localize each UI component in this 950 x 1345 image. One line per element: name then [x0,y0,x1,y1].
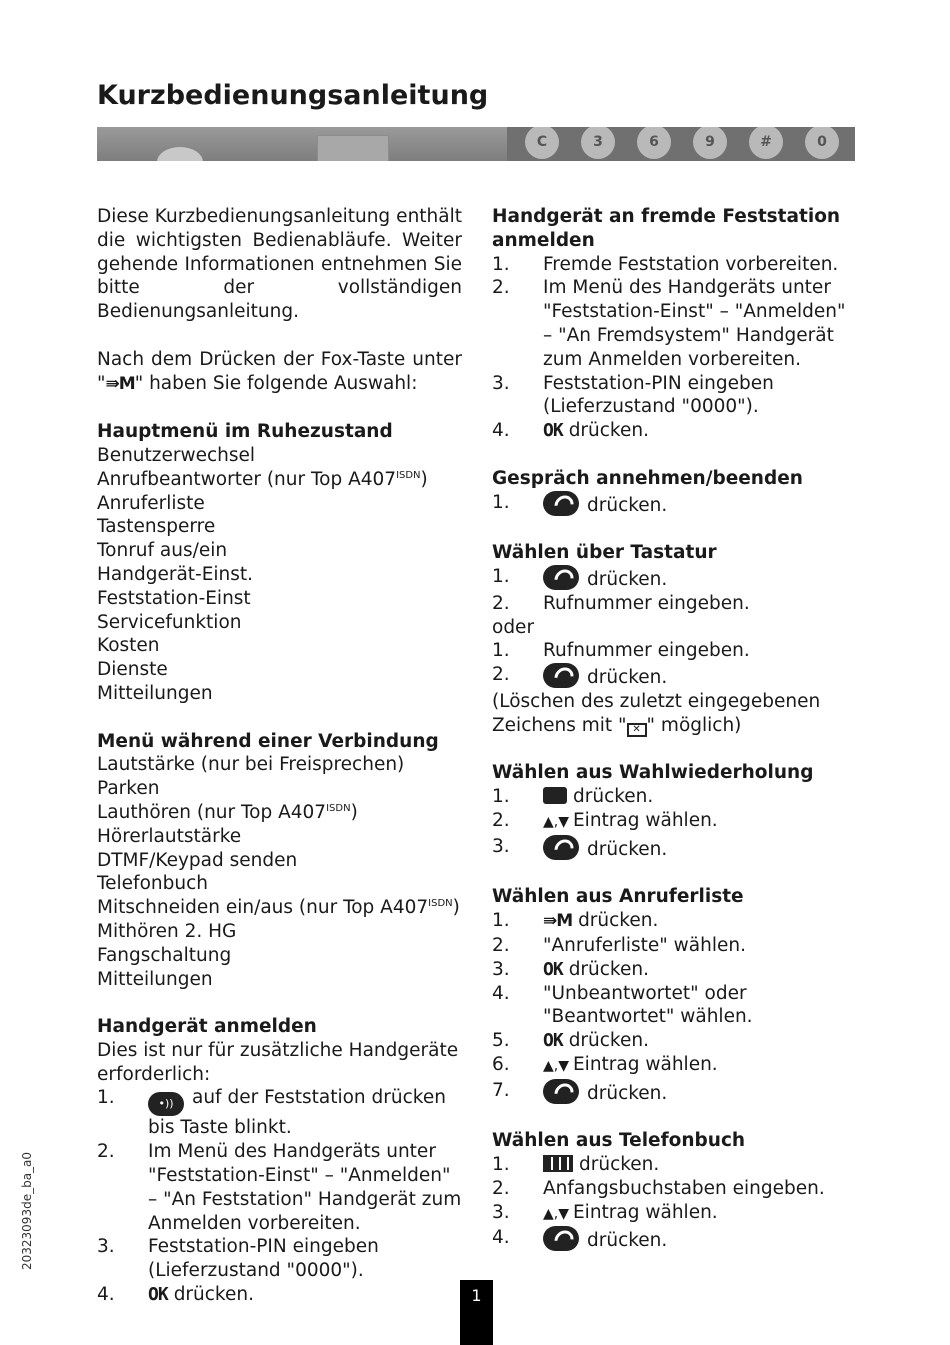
list-item: 2. Rufnummer eingeben. [492,592,750,614]
talk-key-icon [543,1079,579,1104]
list-item: 3. ▲,▼ Eintrag wählen. [492,1201,852,1227]
oder-text: oder [492,616,535,638]
list-item: 4. "Unbeantwortet" oder "Beantwortet" wählen. [492,982,753,1028]
menu-icon: ⇛M [543,911,573,932]
key-0: 0 [805,127,839,159]
page-title: Kurzbedienungsanleitung [97,80,489,111]
handset-display [317,135,389,161]
list-item: 2. Anfangsbuchstaben eingeben. [492,1177,825,1199]
phonebook-key-icon [543,1155,573,1172]
list-item: 1. drücken. [492,565,668,590]
right-column [492,205,852,1253]
talk-key-icon [543,835,579,860]
handset-keypad [507,127,855,161]
list-item: 4. drücken. [492,1227,668,1252]
callers-heading: Wählen aus Anruferliste [492,886,744,908]
list-item: 5. OK drücken. [492,1030,649,1052]
up-down-arrows-icon: ▲,▼ [543,813,569,830]
main-menu-item: Anruferliste [97,492,205,514]
list-item: 3. OK drücken. [492,958,649,980]
register-heading: Handgerät anmelden [97,1016,317,1038]
list-item: 3. Feststation-PIN eingeben (Lieferzustand "0000"). [492,372,774,418]
call-menu-item: Parken [97,778,160,800]
main-menu-item: Handgerät-Einst. [97,563,254,585]
answer-heading: Gespräch annehmen/beenden [492,467,803,489]
page-number: 1 [460,1280,493,1345]
list-item: 2. "Anruferliste" wählen. [492,934,746,956]
phonebook-heading: Wählen aus Telefonbuch [492,1130,746,1152]
ok-icon: OK [543,958,563,980]
talk-key-icon [543,491,579,516]
left-column [97,205,462,1307]
paging-button-icon: •)) [148,1092,184,1116]
list-item: 1. Fremde Feststation vorbereiten. [492,253,839,275]
handset-photo-banner [97,127,855,161]
call-menu-item: Mitschneiden ein/aus (nur Top $A407^{ISDN}$) [97,897,460,919]
list-item: 7. drücken. [492,1079,668,1104]
redial-key-icon [543,787,567,804]
call-menu-item: Mithören 2. HG [97,920,237,942]
delete-icon: ✕ [627,723,647,737]
call-menu-item: Telefonbuch [97,873,208,895]
list-item: 6. ▲,▼ Eintrag wählen. [492,1053,852,1079]
key-hash: # [749,127,783,159]
list-item: 4. OK drücken. [492,420,649,442]
list-item: 2. Im Menü des Handgeräts unter "Feststation-Einst" – "Anmelden" – "An Fremdsystem" Handgerät zum Anmelden vorbereiten. [492,277,846,370]
main-menu-item: Tonruf aus/ein [97,540,228,562]
key-3: 3 [581,127,615,159]
delete-note: Zeichens mit " ✕ " möglich) [492,714,742,736]
talk-key-icon [543,1226,579,1251]
ok-icon: OK [543,420,563,442]
ok-icon: OK [148,1284,168,1306]
key-c: C [525,127,559,159]
document-id: 20323093de_ba_a0 [20,1151,34,1270]
talk-key-icon [543,663,579,688]
list-item: 1. Rufnummer eingeben. [492,640,750,662]
menu-icon: ⇛M [105,373,135,394]
call-menu-item: Mitteilungen [97,968,213,990]
list-item: 1. •)) auf der Feststation drücken bis Taste blinkt. [97,1087,446,1139]
call-menu-heading: Menü während einer Verbindung [97,730,439,752]
main-menu-item: Kosten [97,635,160,657]
delete-note: (Löschen des zuletzt eingegebenen [492,690,821,712]
list-item: 1. drücken. [492,491,668,516]
intro-text: Diese Kurzbedienungsanleitung enthält die wichtigsten Bedienabläufe. Weiter gehende Informationen entnehmen Sie bitte der vollständigen Bedienungsanleitung. [97,206,462,323]
list-item: 3. Feststation-PIN eingeben (Lieferzustand "0000"). [97,1236,379,1282]
main-menu-item: Servicefunktion [97,611,242,633]
key-9: 9 [693,127,727,159]
ok-icon: OK [543,1030,563,1052]
list-item: 2. ▲,▼ Eintrag wählen. [492,809,852,835]
call-menu-item: Lautstärke (nur bei Freisprechen) [97,754,405,776]
fox-text: Nach dem Drücken der Fox-Taste unter "⇛M" haben Sie folgende Auswahl: [97,348,462,397]
list-item: 3. drücken. [492,835,668,860]
call-menu-item: DTMF/Keypad senden [97,849,298,871]
main-menu-item: Feststation-Einst [97,587,251,609]
handset-knob [157,147,203,161]
call-menu-item: Fangschaltung [97,944,232,966]
up-down-arrows-icon: ▲,▼ [543,1205,569,1222]
main-menu-item: Anrufbeantworter (nur Top $A407^{ISDN}$) [97,468,428,490]
list-item: 1. ⇛M drücken. [492,909,852,934]
foreign-heading: Handgerät an fremde Feststation anmelden [492,206,841,251]
list-item: 2. Im Menü des Handgeräts unter "Feststation-Einst" – "Anmelden" – "An Feststation" Handgerät zum Anmelden vorbereiten. [97,1141,462,1234]
list-item: 1. drücken. [492,1154,660,1176]
key-6: 6 [637,127,671,159]
register-note: Dies ist nur für zusätzliche Handgeräte erforderlich: [97,1039,459,1085]
keypad-heading: Wählen über Tastatur [492,542,717,564]
redial-heading: Wählen aus Wahlwiederholung [492,762,814,784]
list-item: 2. drücken. [492,664,668,689]
up-down-arrows-icon: ▲,▼ [543,1057,569,1074]
talk-key-icon [543,565,579,590]
main-menu-item: Dienste [97,659,168,681]
main-menu-item: Mitteilungen [97,682,213,704]
main-menu-heading: Hauptmenü im Ruhezustand [97,421,393,443]
main-menu-item: Benutzerwechsel [97,444,256,466]
list-item: 4. OK drücken. [97,1284,254,1306]
list-item: 1. drücken. [492,786,654,808]
main-menu-item: Tastensperre [97,516,216,538]
call-menu-item: Lauthören (nur Top $A407^{ISDN}$) [97,801,358,823]
call-menu-item: Hörerlautstärke [97,825,242,847]
